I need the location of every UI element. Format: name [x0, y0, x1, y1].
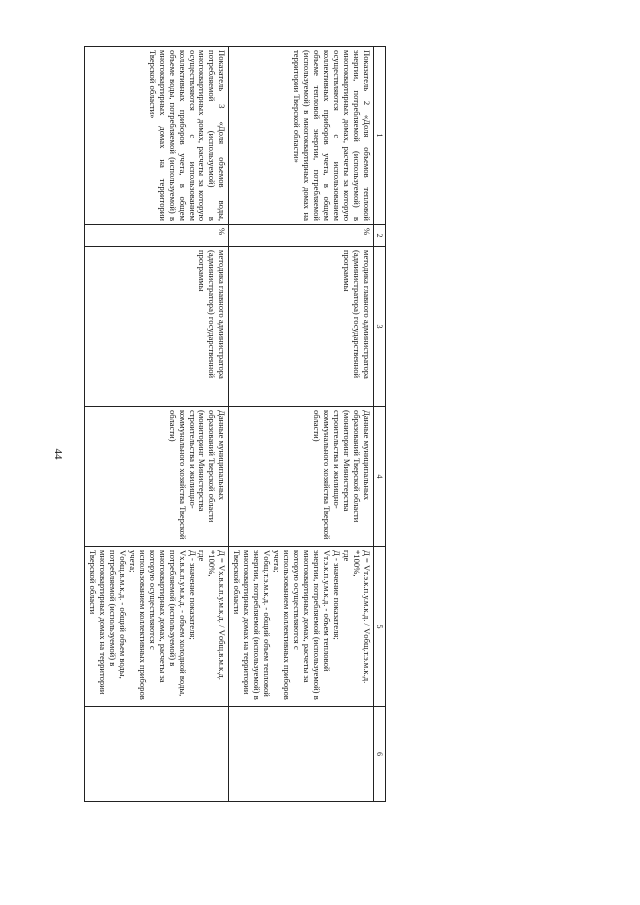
note	[84, 707, 229, 802]
formula-line: Vобщ.в.м.к.д. - общий объем воды, потребляемой (используемой) в многоквартирных домах на территории Тверской области	[87, 550, 128, 695]
formula-line: Д - значение показателя;	[187, 550, 198, 640]
header-col-5: 5	[374, 547, 386, 707]
method: методика главного администратора (администратора) государственной программы	[84, 247, 229, 407]
formula-line: Д = Vх.в.к.п.у.м.к.д. / Vобщ.в.м.к.д. *100%,	[207, 550, 228, 680]
header-col-6: 6	[374, 707, 386, 802]
formula-line: где	[342, 550, 353, 562]
header-col-1: 1	[374, 47, 386, 225]
header-col-2: 2	[374, 225, 386, 247]
header-col-3: 3	[374, 247, 386, 407]
formula-line: Vт.э.к.п.у.м.к.д. - объем тепловой энергии, потребляемой (используемой) в многоквартирных домах, расчеты за которую осуществляются с использованием коллективных приборов учета;	[272, 550, 333, 700]
unit: %	[84, 225, 229, 247]
table-row	[84, 47, 229, 802]
table-row	[229, 47, 374, 802]
page-number: 44	[52, 448, 64, 460]
data-source: Данные муниципальных образований Тверской области (мониторинг Министерства строительства и жилищно-коммунального хозяйства Тверской области)	[229, 407, 374, 547]
indicator-name: Показатель 3 «Доля объемов воды, потребляемой (используемой) в многоквартирных домах, расчеты за которую осуществляются с использованием коллективных приборов учета, в общем объеме воды, потребляемой (используемой) в многоквартирных домах на территории Тверской области»	[84, 47, 229, 225]
formula	[229, 547, 374, 707]
unit: %	[229, 225, 374, 247]
formula-line: Д - значение показателя;	[332, 550, 343, 640]
formula-line: где	[197, 550, 208, 562]
indicator-name: Показатель 2 «Доля объемов тепловой энергии, потребляемой (используемой) в многоквартирных домах, расчеты за которую осуществляются с использованием коллективных приборов учета, в общем объеме тепловой энергии, потребляемой (используемой) в многоквартирных домах на территории Тверской области»	[229, 47, 374, 225]
note	[229, 707, 374, 802]
formula-line: Vх.в.к.п.у.м.к.д. - объем холодной воды, потребляемой (используемой) в многоквартирных домах, расчеты за которую осуществляются с использованием коллективных приборов учета;	[127, 550, 188, 700]
header-row	[374, 47, 386, 802]
indicator-table	[84, 46, 386, 802]
formula-line: Д = Vт.э.к.п.у.м.к.д. / Vобщ.т.э.м.к.д. *100%,	[352, 550, 372, 684]
header-col-4: 4	[374, 407, 386, 547]
formula-line: Vобщ.т.э.м.к.д. - общий объем тепловой энергии, потребляемой (используемой) в многоквартирных домах на территории Тверской области	[232, 550, 273, 700]
data-source: Данные муниципальных образований Тверской области (мониторинг Министерства строительства и жилищно-коммунального хозяйства Тверской области)	[84, 407, 229, 547]
method: методика главного администратора (администратора) государственной программы	[229, 247, 374, 407]
indicator-table-sheet	[87, 46, 386, 801]
formula	[84, 547, 229, 707]
